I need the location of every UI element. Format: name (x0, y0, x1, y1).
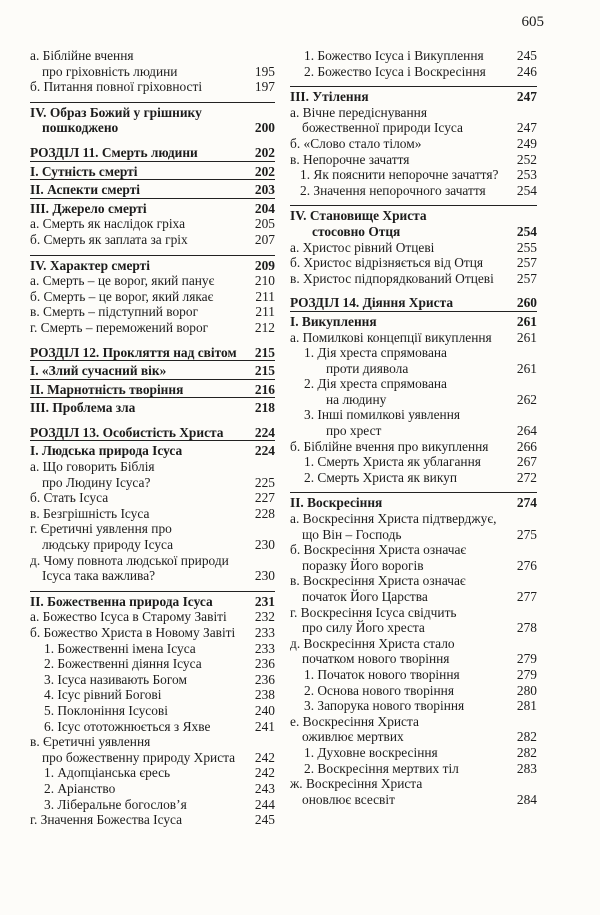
toc-entry-title: 3. Інші помилкові уявлення (304, 407, 461, 423)
toc-entry-title: I. Сутність смерті (30, 163, 138, 179)
toc-entry-page: 240 (254, 702, 275, 718)
toc-entry-page: 236 (254, 656, 275, 672)
toc-entry (290, 205, 537, 239)
toc-entry-page: 241 (254, 718, 275, 734)
toc-entry-title: пошкоджено (42, 120, 119, 136)
toc-entry-title: РОЗДІЛ 12. Прокляття над світом (30, 344, 237, 360)
toc-entry (290, 761, 537, 777)
toc-entry-page: 244 (254, 796, 275, 812)
toc-entry-page: 215 (254, 344, 275, 360)
toc-entry (30, 425, 275, 441)
toc-entry-title: а. Божество Ісуса в Старому Завіті (30, 609, 227, 625)
toc-entry-title: II. Воскресіння (290, 495, 383, 511)
toc-entry-title: в. Смерть – підступний ворог (30, 304, 199, 320)
toc-entry (290, 376, 537, 407)
toc-entry-page: 272 (516, 469, 537, 485)
toc-entry-title: 2. Аріанство (44, 780, 116, 796)
toc-left-column (30, 48, 275, 828)
toc-entry (30, 79, 275, 95)
toc-entry-page: 279 (516, 666, 537, 682)
toc-entry-page: 197 (254, 79, 275, 95)
toc-entry-page: 275 (516, 526, 537, 542)
toc-entry (290, 454, 537, 470)
toc-entry (30, 687, 275, 703)
toc-entry (30, 719, 275, 735)
toc-entry (30, 490, 275, 506)
toc-entry-title: що Він – Господь (302, 526, 402, 542)
toc-entry (30, 145, 275, 161)
toc-entry-page: 242 (254, 765, 275, 781)
toc-entry-title: б. «Слово стало тілом» (290, 135, 422, 151)
toc-entry-title: про силу Його хреста (302, 620, 425, 636)
toc-entry-page: 245 (516, 48, 537, 63)
toc-entry (30, 591, 275, 610)
toc-entry-page: 284 (516, 791, 537, 807)
toc-entry (30, 216, 275, 232)
toc-entry-page: 276 (516, 557, 537, 573)
toc-entry-title: д. Воскресіння Христа стало (290, 635, 455, 651)
toc-entry-title: IV. Характер смерті (30, 257, 150, 273)
toc-entry-title: б. Христос відрізняється від Отця (290, 255, 484, 271)
toc-entry-title: РОЗДІЛ 14. Діяння Христа (290, 295, 454, 311)
toc-entry-title: г. Воскресіння Ісуса свідчить (290, 604, 457, 620)
toc-entry-title: 1. Божественні імена Ісуса (44, 640, 196, 656)
toc-entry (30, 812, 275, 828)
toc-entry-page: 254 (516, 223, 537, 239)
toc-entry-page: 261 (516, 313, 537, 329)
toc-entry-title: б. Воскресіння Христа означає (290, 542, 467, 558)
toc-entry-page: 224 (254, 424, 275, 440)
toc-entry-page: 252 (516, 151, 537, 167)
toc-entry-title: II. Марнотність творіння (30, 381, 184, 397)
toc-entry (30, 459, 275, 490)
toc-entry-title: III. Проблема зла (30, 400, 136, 416)
toc-entry-page: 200 (254, 120, 275, 136)
toc-entry (290, 311, 537, 330)
toc-entry (30, 320, 275, 336)
toc-entry-page: 205 (254, 216, 275, 232)
toc-entry-title: оживлює мертвих (302, 729, 404, 745)
toc-entry-page: 227 (254, 490, 275, 506)
toc-entry-title: 2. Божество Ісуса і Воскресіння (304, 63, 486, 79)
toc-entry-title: божественної природи Ісуса (302, 120, 463, 136)
toc-entry-title: 3. Ісуса називають Богом (44, 671, 187, 687)
toc-entry (30, 304, 275, 320)
toc-entry-page: 280 (516, 682, 537, 698)
toc-entry-page: 282 (516, 744, 537, 760)
toc-entry (290, 605, 537, 636)
toc-entry-page: 202 (254, 144, 275, 160)
toc-entry-title: б. Божество Христа в Новому Завіті (30, 625, 236, 640)
toc-entry (30, 440, 275, 459)
toc-entry (30, 179, 275, 198)
toc-entry-page: 257 (516, 255, 537, 271)
toc-entry-title: в. Безгрішність Ісуса (30, 505, 150, 521)
toc-entry (30, 609, 275, 625)
toc-entry-page: 215 (254, 363, 275, 379)
toc-entry (30, 506, 275, 522)
toc-entry-title: 1. Духовне воскресіння (304, 744, 438, 760)
toc-entry-page: 230 (254, 537, 275, 553)
toc-entry (290, 105, 537, 136)
toc-entry-title: д. Чому повнота людської природи (30, 552, 229, 568)
toc-entry-title: в. Христос підпорядкований Отцеві (290, 270, 494, 286)
toc-entry (290, 407, 537, 438)
toc-entry (290, 255, 537, 271)
toc-entry-page: 210 (254, 273, 275, 289)
toc-entry-page: 195 (254, 63, 275, 79)
toc-entry (30, 379, 275, 398)
toc-entry-title: людську природу Ісуса (42, 537, 174, 553)
toc-entry (290, 240, 537, 256)
toc-entry (290, 573, 537, 604)
toc-entry-title: IV. Становище Христа (290, 208, 427, 224)
toc-entry (290, 667, 537, 683)
toc-entry (290, 345, 537, 376)
toc-entry-title: 2. Дія хреста спрямована (304, 376, 448, 392)
toc-entry-title: початок Його Царства (302, 589, 428, 604)
toc-entry-page: 211 (255, 304, 275, 320)
toc-entry-title: II. Аспекти смерті (30, 182, 140, 198)
toc-entry-page: 212 (254, 319, 275, 335)
toc-entry-title: поразку Його ворогів (302, 557, 424, 573)
toc-entry (30, 345, 275, 361)
toc-entry-title: 1. Початок нового творіння (304, 666, 460, 682)
page-number: 605 (521, 14, 544, 30)
toc-entry-title: 3. Запорука нового творіння (304, 698, 465, 714)
toc-entry (290, 698, 537, 714)
toc-entry-page: 279 (516, 651, 537, 667)
toc-entry (30, 232, 275, 248)
toc-entry-title: а. Помилкові концепції викуплення (290, 329, 492, 345)
toc-entry-title: РОЗДІЛ 11. Смерть людини (30, 144, 198, 160)
toc-entry-page: 243 (254, 780, 275, 796)
toc-entry (290, 295, 537, 311)
toc-entry-title: 6. Ісус ототожнюється з Яхве (44, 718, 211, 734)
toc-entry-title: проти диявола (326, 360, 409, 376)
toc-entry-title: на людину (326, 391, 387, 407)
toc-entry (290, 48, 537, 64)
toc-entry-title: 1. Божество Ісуса і Викуплення (304, 48, 484, 63)
toc-entry-title: II. Божественна природа Ісуса (30, 593, 213, 609)
toc-entry-title: а. Христос рівний Отцеві (290, 239, 435, 255)
toc-entry-page: 261 (516, 329, 537, 345)
toc-right-column (290, 48, 537, 807)
toc-entry-page: 204 (254, 200, 275, 216)
toc-entry (30, 765, 275, 781)
toc-entry-title: 2. Воскресіння мертвих тіл (304, 760, 459, 776)
toc-entry-title: ж. Воскресіння Христа (290, 776, 423, 792)
toc-entry (30, 553, 275, 584)
toc-entry-title: РОЗДІЛ 13. Особистість Христа (30, 424, 224, 440)
toc-entry-title: г. Значення Божества Ісуса (30, 812, 183, 828)
toc-entry (30, 672, 275, 688)
toc-entry-page: 203 (254, 182, 275, 198)
toc-entry-page: 247 (516, 89, 537, 105)
toc-entry-title: III. Утілення (290, 89, 369, 105)
toc-entry (290, 86, 537, 105)
toc-entry (290, 64, 537, 80)
toc-entry-title: в. Непорочне зачаття (290, 151, 410, 167)
toc-entry-title: про гріховність людини (42, 63, 178, 79)
toc-entry-page: 218 (254, 400, 275, 416)
toc-entry-page: 267 (516, 454, 537, 470)
toc-entry (30, 397, 275, 416)
toc-entry-page: 282 (516, 729, 537, 745)
toc-entry-title: 5. Поклоніння Ісусові (44, 702, 168, 718)
toc-entry-title: IV. Образ Божий у грішнику (30, 104, 202, 120)
toc-entry (290, 636, 537, 667)
toc-entry-page: 257 (516, 270, 537, 286)
toc-entry-title: б. Смерть як заплата за гріх (30, 231, 188, 247)
toc-entry-title: в. Єретичні уявлення (30, 734, 151, 750)
toc-entry-title: 2. Смерть Христа як викуп (304, 469, 458, 485)
toc-entry (290, 136, 537, 152)
toc-entry (30, 734, 275, 765)
toc-entry-page: 281 (516, 698, 537, 714)
toc-entry-title: 1. Дія хреста спрямована (304, 345, 448, 361)
toc-entry-title: 1. Смерть Христа як ублагання (304, 454, 481, 470)
toc-entry (290, 542, 537, 573)
toc-entry-page: 261 (516, 360, 537, 376)
toc-entry-page: 254 (516, 182, 537, 198)
toc-entry-page: 255 (516, 239, 537, 255)
toc-entry-title: б. Питання повної гріховності (30, 79, 203, 95)
toc-entry-title: а. Смерть – це ворог, який панує (30, 273, 215, 289)
toc-entry-title: 1. Адопціанська єресь (44, 765, 171, 781)
toc-entry (290, 439, 537, 455)
toc-entry-title: I. Людська природа Ісуса (30, 443, 183, 459)
toc-entry (30, 198, 275, 217)
toc-entry-page: 216 (254, 381, 275, 397)
toc-entry-page: 266 (516, 438, 537, 454)
toc-entry (290, 714, 537, 745)
toc-entry-title: а. Воскресіння Христа підтверджує, (290, 511, 497, 527)
toc-entry (30, 273, 275, 289)
toc-entry-page: 236 (254, 671, 275, 687)
toc-entry-page: 247 (516, 120, 537, 136)
toc-entry (30, 656, 275, 672)
toc-entry-page: 233 (254, 625, 275, 640)
toc-entry-page: 278 (516, 620, 537, 636)
toc-entry-title: б. Біблійне вчення про викуплення (290, 438, 489, 454)
toc-entry-page: 211 (255, 288, 275, 304)
toc-entry (290, 152, 537, 168)
toc-entry-page: 225 (254, 474, 275, 490)
toc-entry-page: 245 (254, 812, 275, 828)
toc-entry (30, 703, 275, 719)
toc-entry-page: 260 (516, 295, 537, 311)
toc-entry-title: 2. Значення непорочного зачаття (300, 182, 486, 198)
toc-entry (290, 183, 537, 199)
toc-entry (30, 102, 275, 136)
toc-entry (30, 161, 275, 180)
toc-entry-page: 283 (516, 760, 537, 776)
toc-entry-title: г. Смерть – переможений ворог (30, 319, 209, 335)
toc-entry (290, 683, 537, 699)
toc-entry-title: 3. Ліберальне богослов’я (44, 796, 187, 812)
toc-entry-title: про хрест (326, 423, 382, 439)
toc-entry (30, 255, 275, 274)
toc-entry-page: 228 (254, 505, 275, 521)
toc-entry-page: 207 (254, 231, 275, 247)
toc-entry-page: 246 (516, 63, 537, 79)
toc-entry (290, 330, 537, 346)
toc-entry-title: I. «Злий сучасний вік» (30, 363, 167, 379)
toc-entry (30, 360, 275, 379)
toc-entry-title: 4. Ісус рівний Богові (44, 687, 162, 703)
toc-entry-title: про божественну природу Христа (42, 749, 236, 765)
toc-entry-page: 262 (516, 391, 537, 407)
toc-entry-page: 209 (254, 257, 275, 273)
toc-entry-title: III. Джерело смерті (30, 200, 147, 216)
toc-entry (30, 48, 275, 79)
toc-entry (30, 781, 275, 797)
toc-entry-page: 274 (516, 495, 537, 511)
toc-entry-title: 2. Божественні діяння Ісуса (44, 656, 202, 672)
toc-entry (290, 745, 537, 761)
toc-entry (290, 167, 537, 183)
toc-entry-page: 230 (254, 568, 275, 584)
toc-entry-title: г. Єретичні уявлення про (30, 521, 172, 537)
toc-entry (30, 625, 275, 641)
toc-entry-title: оновлює всесвіт (302, 791, 395, 807)
toc-entry-page: 264 (516, 423, 537, 439)
toc-entry-page: 249 (516, 135, 537, 151)
toc-entry-title: в. Воскресіння Христа означає (290, 573, 466, 589)
toc-entry-title: 2. Основа нового творіння (304, 682, 454, 698)
toc-entry-title: а. Смерть як наслідок гріха (30, 216, 186, 232)
toc-entry-title: а. Вічне передіснування (290, 104, 427, 120)
toc-entry-page: 232 (254, 609, 275, 625)
toc-entry (290, 776, 537, 807)
toc-entry (290, 470, 537, 486)
toc-entry-page: 253 (516, 167, 537, 183)
toc-entry-title: I. Викуплення (290, 313, 377, 329)
toc-entry-title: 1. Як пояснити непорочне зачаття? (300, 167, 499, 183)
toc-entry-title: е. Воскресіння Христа (290, 713, 419, 729)
toc-entry-title: стосовно Отця (312, 223, 401, 239)
toc-entry-title: а. Що говорить Біблія (30, 459, 155, 475)
toc-entry-page: 224 (254, 443, 275, 459)
toc-entry-title: початком нового творіння (302, 651, 450, 667)
toc-entry (290, 271, 537, 287)
toc-entry-page: 238 (254, 687, 275, 703)
toc-entry (30, 521, 275, 552)
toc-entry-title: Ісуса така важлива? (42, 568, 156, 584)
toc-entry (30, 797, 275, 813)
toc-entry-page: 202 (254, 163, 275, 179)
toc-entry (290, 492, 537, 511)
toc-entry (290, 511, 537, 542)
toc-entry-title: про Людину Ісуса? (42, 474, 151, 490)
toc-entry-page: 277 (516, 589, 537, 604)
toc-entry-title: б. Стать Ісуса (30, 490, 109, 506)
toc-entry-title: б. Смерть – це ворог, який лякає (30, 288, 214, 304)
toc-entry-title: а. Біблійне вчення (30, 48, 134, 63)
toc-entry (30, 289, 275, 305)
toc-entry-page: 231 (254, 593, 275, 609)
toc-entry-page: 242 (254, 749, 275, 765)
toc-entry (30, 641, 275, 657)
toc-entry-page: 233 (254, 640, 275, 656)
